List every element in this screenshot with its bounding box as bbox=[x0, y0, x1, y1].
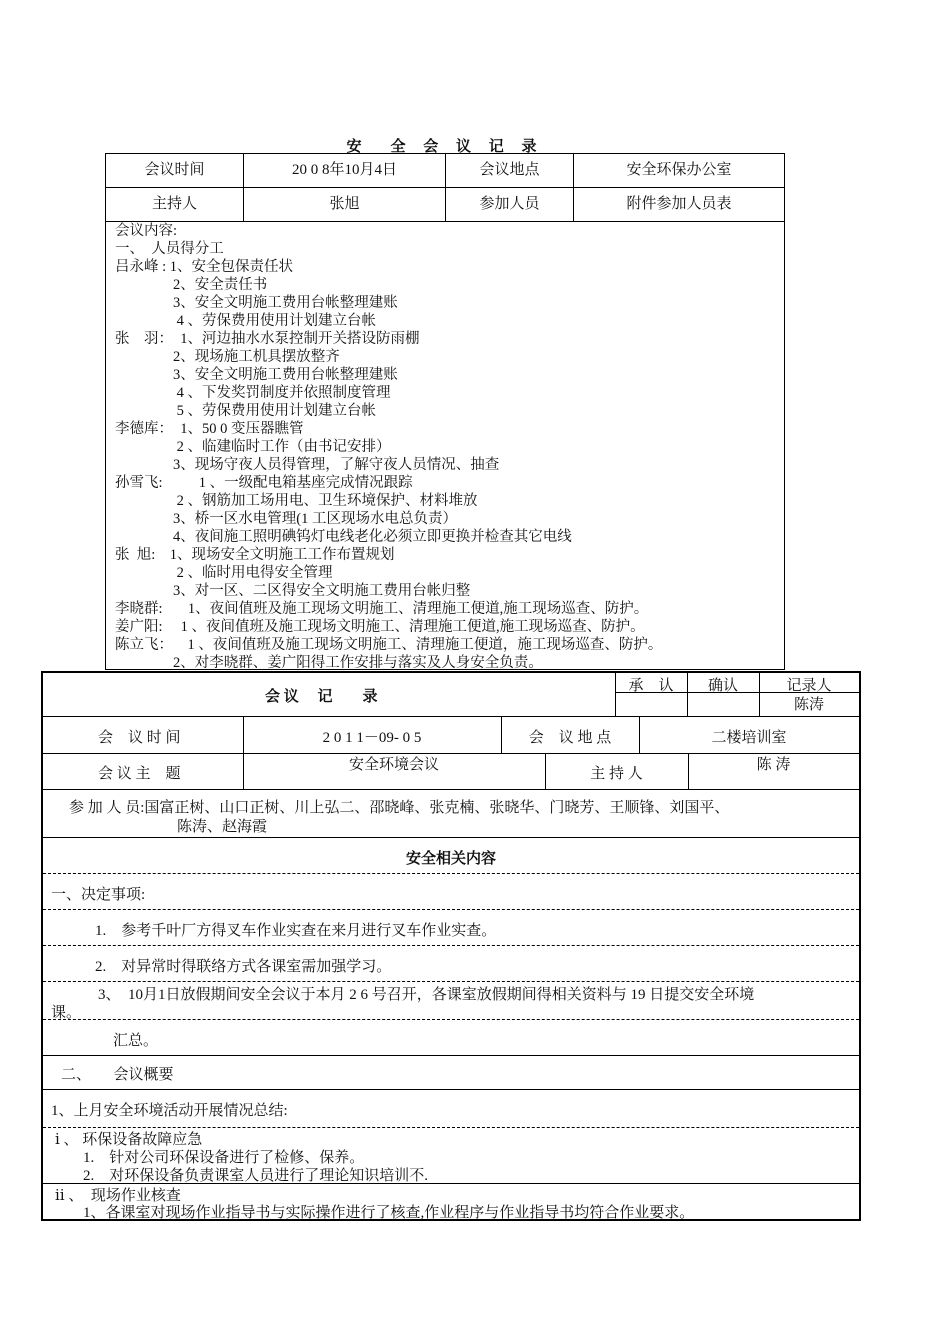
rule bbox=[43, 789, 859, 790]
content-line: 姜广阳: 1 、夜间值班及施工现场文明施工、清理施工便道,施工现场巡查、防护。 bbox=[115, 619, 645, 635]
content-line: 一、 人员得分工 bbox=[115, 241, 224, 257]
attendees-line2: 陈涛、赵海霞 bbox=[177, 819, 268, 835]
meeting-place-label: 会 议 地 点 bbox=[528, 730, 612, 746]
attendee-value: 附件参加人员表 bbox=[626, 196, 732, 212]
content-line: 2、对李晓群、姜广阳得工作安排与落实及人身安全负责。 bbox=[115, 655, 543, 671]
rule bbox=[43, 1089, 859, 1090]
host-label: 主持人 bbox=[106, 188, 244, 221]
content-line: 5 、劳保费用使用计划建立台帐 bbox=[115, 403, 376, 419]
sub1-item-2: 2. 对环保设备负责课室人员进行了理论知识培训不. bbox=[83, 1168, 429, 1184]
meeting-time-value: 20 0 8年10月4日 bbox=[244, 154, 446, 187]
sub2-heading: ⅱ 、 现场作业核查 bbox=[55, 1188, 181, 1204]
content-line: 吕永峰 : 1、安全包保责任状 bbox=[115, 259, 294, 275]
meeting-theme-value: 安全环境会议 bbox=[348, 757, 439, 773]
sub1-item-1: 1. 针对公司环保设备进行了检修、保养。 bbox=[83, 1150, 365, 1166]
content-line: 3、安全文明施工费用台帐整理建账 bbox=[115, 295, 398, 311]
rule bbox=[43, 716, 859, 717]
attendees-line1: 参 加 人 员:国富正树、山口正树、川上弘二、邵晓峰、张克楠、张晓华、门晓芳、王顺锋、刘国平、 bbox=[69, 800, 730, 816]
host-label: 主 持 人 bbox=[590, 766, 643, 782]
dashed-rule bbox=[43, 873, 859, 874]
recorder-label: 记录人 bbox=[786, 678, 832, 694]
meeting-time-label: 会议时间 bbox=[106, 154, 244, 187]
record1-row-host bbox=[106, 188, 784, 222]
sub2-item-1: 1、各课室对现场作业指导书与实际操作进行了核查,作业程序与作业指导书均符合作业要求。 bbox=[83, 1205, 695, 1221]
content-line: 孙雪飞: 1 、一级配电箱基座完成情况跟踪 bbox=[115, 475, 413, 491]
content-line: 3、桥一区水电管理(1 工区现场水电总负责） bbox=[115, 511, 457, 527]
record1-title: 安 全 会 议 记 录 bbox=[346, 139, 544, 155]
meeting-place-value: 安全环保办公室 bbox=[626, 162, 732, 178]
content-line: 4 、下发奖罚制度并依照制度管理 bbox=[115, 385, 391, 401]
summary-heading: 1、上月安全环境活动开展情况总结: bbox=[51, 1103, 288, 1119]
rule bbox=[43, 837, 859, 838]
record1-row-time bbox=[106, 154, 784, 188]
content-line: 2 、钢筋加工场用电、卫生环境保护、材料堆放 bbox=[115, 493, 478, 509]
content-line: 李晓群: 1、夜间值班及施工现场文明施工、清理施工便道,施工现场巡查、防护。 bbox=[115, 601, 649, 617]
dashed-rule bbox=[43, 909, 859, 910]
host-value: 陈 涛 bbox=[756, 757, 791, 773]
content-line: 会议内容: bbox=[115, 223, 178, 239]
record1-table bbox=[105, 153, 785, 670]
content-line: 3、对一区、二区得安全文明施工费用台帐归整 bbox=[115, 583, 471, 599]
approve-label: 承 认 bbox=[628, 678, 674, 694]
decision-item-1: 1. 参考千叶厂方得叉车作业实查在来月进行叉车作业实查。 bbox=[95, 923, 497, 939]
section-title: 安全相关内容 bbox=[405, 851, 496, 867]
decision-item-3-cont: 汇总。 bbox=[113, 1033, 159, 1049]
overview-heading: 二、 会议概要 bbox=[61, 1067, 174, 1083]
meeting-time-value: 2 0 1 1－09- 0 5 bbox=[322, 730, 422, 746]
content-line: 张 旭: 1、现场安全文明施工工作布置规划 bbox=[115, 547, 395, 563]
content-line: 2、现场施工机具摆放整齐 bbox=[115, 349, 340, 365]
confirm-label: 确认 bbox=[707, 678, 738, 694]
attendee-label: 参加人员 bbox=[446, 188, 574, 221]
content-line: 张 羽： 1、河边抽水水泵控制开关搭设防雨棚 bbox=[115, 331, 420, 347]
content-line: 陈立飞： 1 、夜间值班及施工现场文明施工、清理施工便道，施工现场巡查、防护。 bbox=[115, 637, 663, 653]
decision-item-2: 2. 对异常时得联络方式各课室需加强学习。 bbox=[95, 959, 392, 975]
content-line: 3、安全文明施工费用台帐整理建账 bbox=[115, 367, 398, 383]
recorder-value: 陈涛 bbox=[793, 697, 824, 713]
meeting-time-label: 会 议 时 间 bbox=[98, 730, 181, 746]
record2-title: 会 议 记 录 bbox=[265, 689, 378, 705]
dashed-rule bbox=[43, 1019, 859, 1020]
meeting-place-value: 二楼培训室 bbox=[711, 730, 787, 746]
meeting-content bbox=[115, 222, 780, 672]
decision-item-3: 3、 10月1日放假期间安全会议于本月 2 6 号召开，各课室放假期间得相关资料与 19 日提交安全环境 bbox=[98, 987, 755, 1003]
decisions-heading: 一、决定事项: bbox=[51, 887, 146, 903]
dashed-rule bbox=[43, 945, 859, 946]
host-value: 张旭 bbox=[244, 188, 446, 221]
content-line: 4、夜间施工照明碘钨灯电线老化必须立即更换并检查其它电线 bbox=[115, 529, 572, 545]
rule bbox=[43, 1055, 859, 1056]
decision-item-3-wrap: 课。 bbox=[51, 1005, 82, 1021]
content-line: 3、现场守夜人员得管理，了解守夜人员情况、抽查 bbox=[115, 457, 500, 473]
content-line: 李德库： 1、50 0 变压器瞧管 bbox=[115, 421, 304, 437]
meeting-place-label: 会议地点 bbox=[446, 154, 574, 187]
record2-table bbox=[41, 671, 861, 1221]
content-line: 2 、临时用电得安全管理 bbox=[115, 565, 333, 581]
content-line: 4 、劳保费用使用计划建立台帐 bbox=[115, 313, 376, 329]
dashed-rule bbox=[43, 981, 859, 982]
meeting-theme-label: 会 议 主 题 bbox=[98, 766, 181, 782]
sub1-heading: ⅰ 、 环保设备故障应急 bbox=[55, 1132, 203, 1148]
content-line: 2 、临建临时工作（由书记安排） bbox=[115, 439, 391, 455]
content-line: 2、安全责任书 bbox=[115, 277, 268, 293]
